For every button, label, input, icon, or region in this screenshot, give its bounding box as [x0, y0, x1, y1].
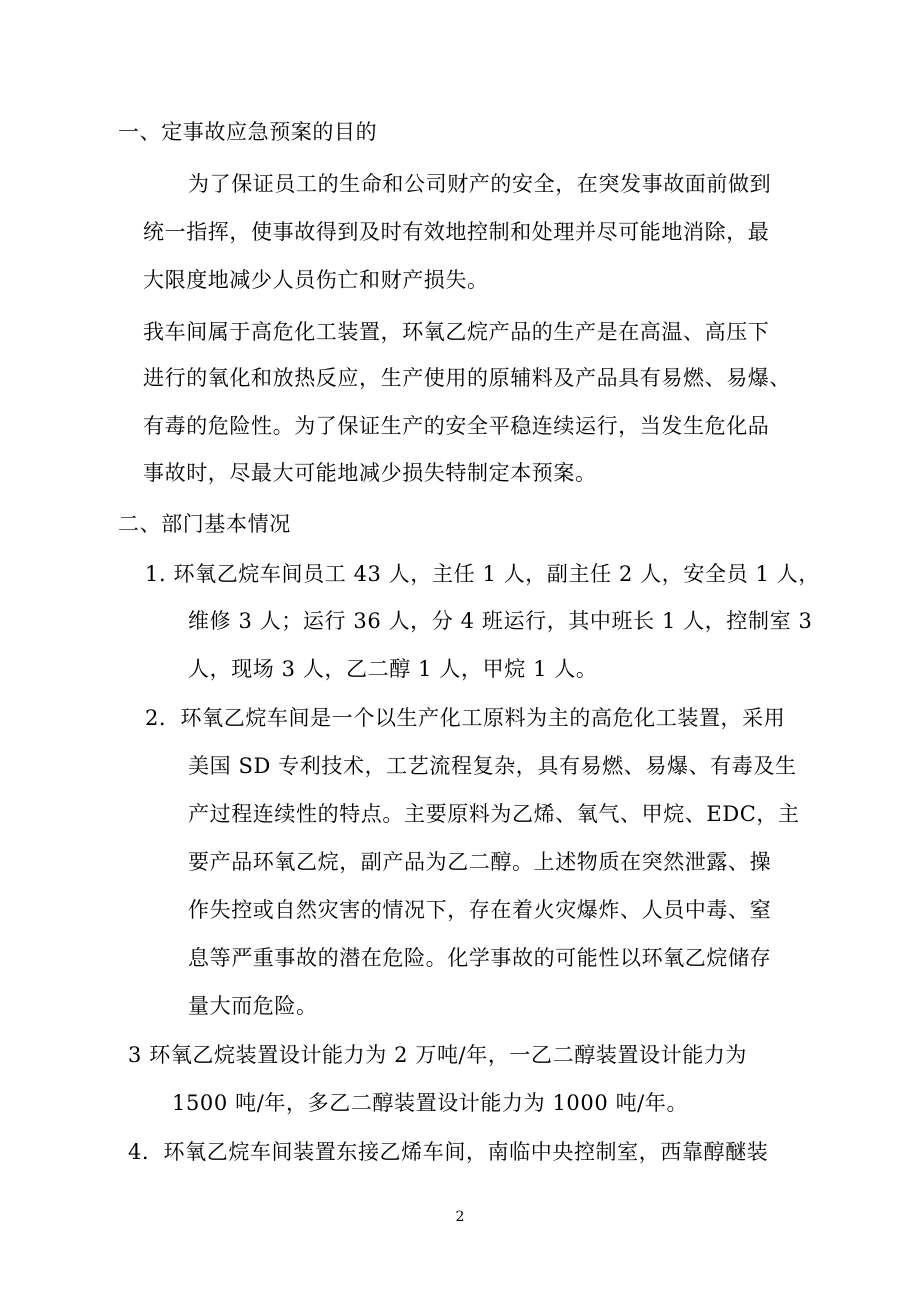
section1-para1-line2: 统一指挥，使事故得到及时有效地控制和处理并尽可能地消除，最: [143, 220, 770, 244]
section1-para2-line1: 我车间属于高危化工装置，环氧乙烷产品的生产是在高温、高压下: [143, 320, 770, 344]
item3-line1: 3 环氧乙烷装置设计能力为 2 万吨/年，一乙二醇装置设计能力为: [128, 1043, 748, 1067]
item4-line1: 4．环氧乙烷车间装置东接乙烯车间，南临中央控制室，西靠醇醚装: [128, 1140, 769, 1164]
item3-line2: 1500 吨/年，多乙二醇装置设计能力为 1000 吨/年。: [172, 1091, 689, 1115]
item2-line6: 息等严重事故的潜在危险。化学事故的可能性以环氧乙烷储存: [188, 946, 772, 970]
item1-line1: 1. 环氧乙烷车间员工 43 人，主任 1 人，副主任 2 人，安全员 1 人，: [145, 562, 820, 586]
item2-line4: 要产品环氧乙烷，副产品为乙二醇。上述物质在突然泄露、操: [188, 850, 772, 874]
item2-line2: 美国 SD 专利技术，工艺流程复杂，具有易燃、易爆、有毒及生: [188, 754, 797, 778]
section1-para1-line1: 为了保证员工的生命和公司财产的安全，在突发事故面前做到: [188, 172, 772, 196]
section1-heading: 一、定事故应急预案的目的: [118, 120, 378, 144]
section1-para2-line2: 进行的氧化和放热反应，生产使用的原辅料及产品具有易燃、易爆、: [143, 366, 791, 390]
section1-para1-line3: 大限度地减少人员伤亡和财产损失。: [143, 268, 489, 292]
item2-line7: 量大而危险。: [188, 994, 318, 1018]
item1-line2: 维修 3 人；运行 36 人，分 4 班运行，其中班长 1 人，控制室 3: [188, 609, 813, 633]
section1-para2-line3: 有毒的危险性。为了保证生产的安全平稳连续运行，当发生危化品: [143, 414, 770, 438]
section1-para2-line4: 事故时，尽最大可能地减少损失特制定本预案。: [143, 461, 597, 485]
item2-line5: 作失控或自然灾害的情况下，存在着火灾爆炸、人员中毒、窒: [188, 898, 772, 922]
section2-heading: 二、部门基本情况: [118, 512, 291, 536]
item1-line3: 人，现场 3 人，乙二醇 1 人，甲烷 1 人。: [188, 657, 598, 681]
item2-line3: 产过程连续性的特点。主要原料为乙烯、氧气、甲烷、EDC，主: [188, 802, 800, 826]
item2-line1: 2．环氧乙烷车间是一个以生产化工原料为主的高危化工装置，采用: [145, 706, 786, 730]
page-number: 2: [455, 1209, 465, 1225]
